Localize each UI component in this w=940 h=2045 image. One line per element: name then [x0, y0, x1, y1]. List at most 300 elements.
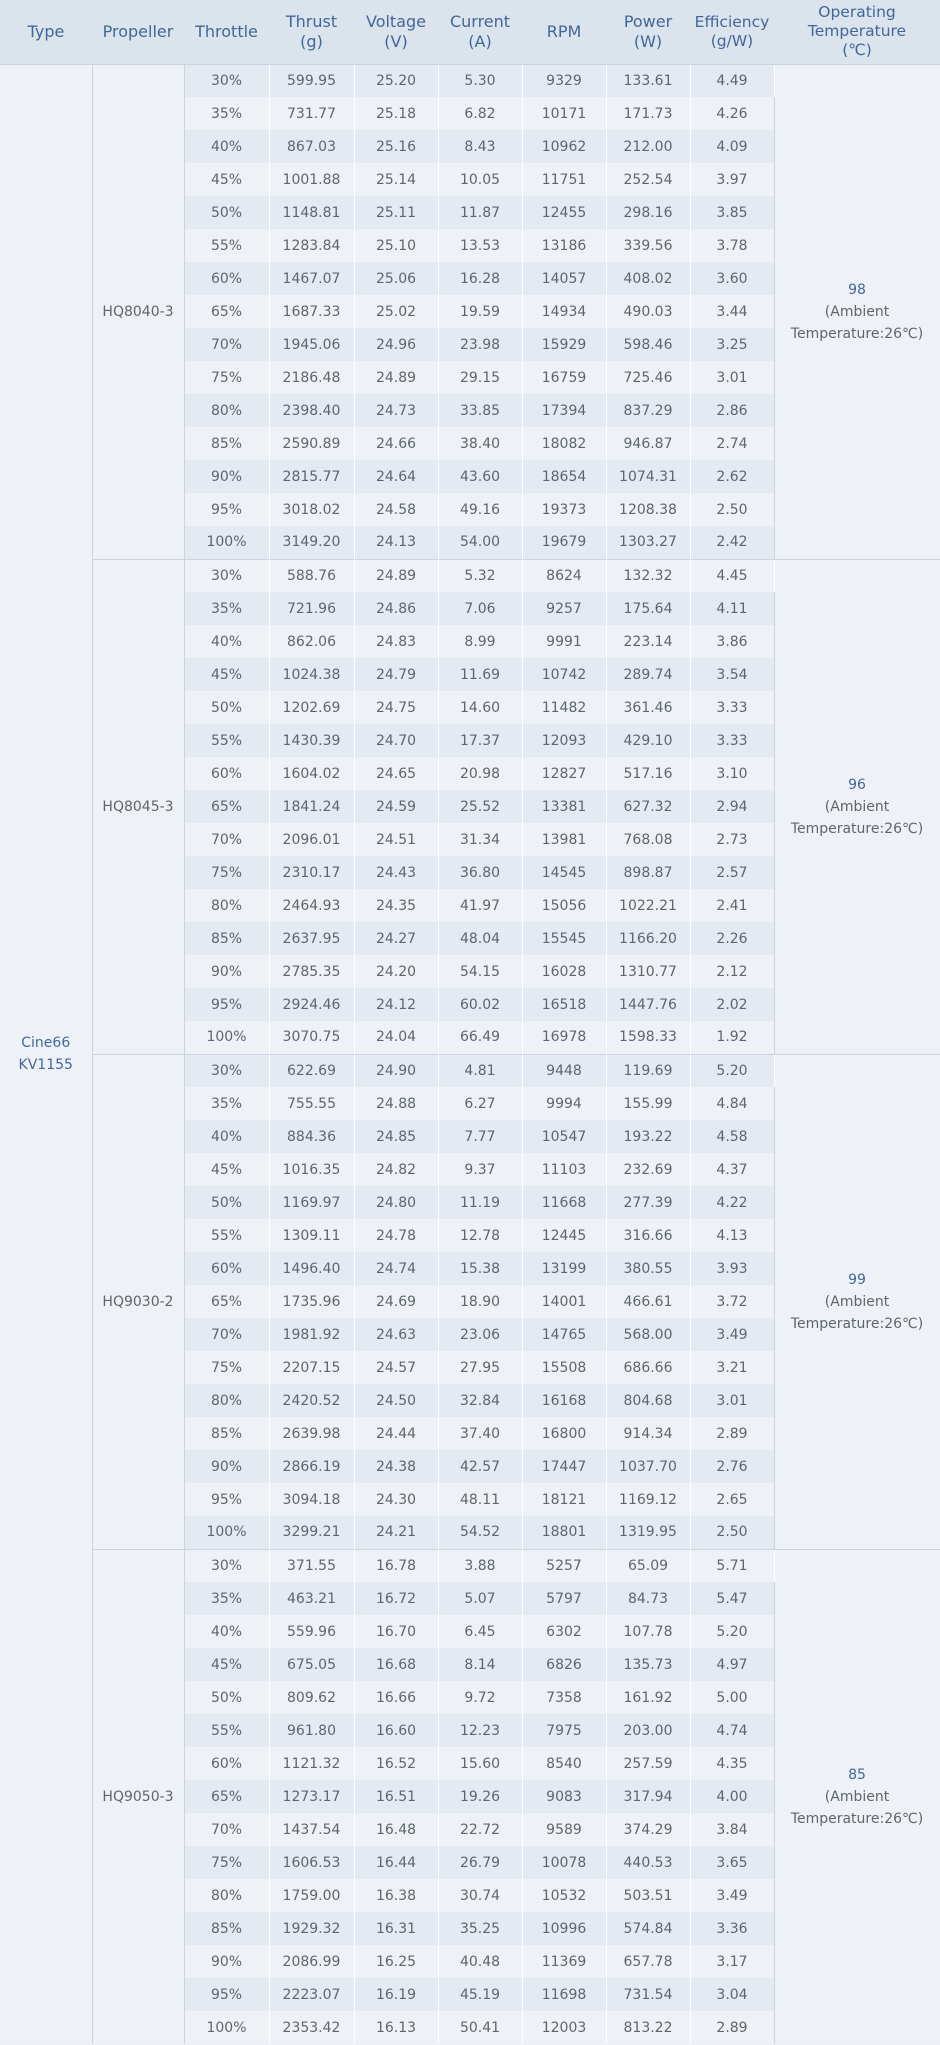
voltage-cell: 25.20 [354, 64, 438, 97]
thrust-cell: 3299.21 [269, 1516, 354, 1549]
rpm-cell: 9329 [522, 64, 606, 97]
thrust-cell: 1687.33 [269, 295, 354, 328]
table-row [0, 1054, 940, 1087]
efficiency-cell: 5.71 [690, 1549, 774, 1582]
voltage-cell: 24.38 [354, 1450, 438, 1483]
throttle-cell: 70% [184, 1318, 269, 1351]
current-cell: 19.26 [438, 1780, 522, 1813]
voltage-cell: 24.89 [354, 361, 438, 394]
voltage-cell: 24.44 [354, 1417, 438, 1450]
power-cell: 135.73 [606, 1648, 690, 1681]
rpm-cell: 11751 [522, 163, 606, 196]
thrust-cell: 2223.07 [269, 1978, 354, 2011]
throttle-cell: 85% [184, 922, 269, 955]
rpm-cell: 17447 [522, 1450, 606, 1483]
header-current: Current (A) [438, 0, 522, 64]
current-cell: 54.00 [438, 526, 522, 559]
thrust-cell: 463.21 [269, 1582, 354, 1615]
thrust-cell: 1273.17 [269, 1780, 354, 1813]
power-cell: 65.09 [606, 1549, 690, 1582]
efficiency-cell: 2.94 [690, 790, 774, 823]
voltage-cell: 25.11 [354, 196, 438, 229]
efficiency-cell: 4.22 [690, 1186, 774, 1219]
power-cell: 627.32 [606, 790, 690, 823]
voltage-cell: 24.59 [354, 790, 438, 823]
thrust-cell: 1121.32 [269, 1747, 354, 1780]
throttle-cell: 55% [184, 724, 269, 757]
throttle-cell: 90% [184, 1450, 269, 1483]
thrust-cell: 1309.11 [269, 1219, 354, 1252]
throttle-cell: 45% [184, 1648, 269, 1681]
rpm-cell: 8540 [522, 1747, 606, 1780]
voltage-cell: 24.88 [354, 1087, 438, 1120]
efficiency-cell: 4.84 [690, 1087, 774, 1120]
thrust-cell: 1496.40 [269, 1252, 354, 1285]
power-cell: 298.16 [606, 196, 690, 229]
voltage-cell: 24.04 [354, 1021, 438, 1054]
power-cell: 490.03 [606, 295, 690, 328]
current-cell: 16.28 [438, 262, 522, 295]
throttle-cell: 35% [184, 97, 269, 130]
current-cell: 22.72 [438, 1813, 522, 1846]
power-cell: 1022.21 [606, 889, 690, 922]
current-cell: 5.07 [438, 1582, 522, 1615]
throttle-cell: 65% [184, 295, 269, 328]
efficiency-cell: 4.58 [690, 1120, 774, 1153]
header-power: Power (W) [606, 0, 690, 64]
voltage-cell: 16.44 [354, 1846, 438, 1879]
voltage-cell: 24.90 [354, 1054, 438, 1087]
thrust-cell: 809.62 [269, 1681, 354, 1714]
thrust-cell: 961.80 [269, 1714, 354, 1747]
power-cell: 232.69 [606, 1153, 690, 1186]
rpm-cell: 16759 [522, 361, 606, 394]
power-cell: 914.34 [606, 1417, 690, 1450]
table-row [0, 1549, 940, 1582]
thrust-cell: 2207.15 [269, 1351, 354, 1384]
efficiency-cell: 4.00 [690, 1780, 774, 1813]
thrust-cell: 1929.32 [269, 1912, 354, 1945]
current-cell: 9.72 [438, 1681, 522, 1714]
voltage-cell: 24.85 [354, 1120, 438, 1153]
voltage-cell: 24.57 [354, 1351, 438, 1384]
power-cell: 361.46 [606, 691, 690, 724]
power-cell: 408.02 [606, 262, 690, 295]
rpm-cell: 10532 [522, 1879, 606, 1912]
thrust-cell: 2785.35 [269, 955, 354, 988]
current-cell: 6.45 [438, 1615, 522, 1648]
power-cell: 429.10 [606, 724, 690, 757]
table-body [0, 64, 940, 2044]
rpm-cell: 14057 [522, 262, 606, 295]
power-cell: 175.64 [606, 592, 690, 625]
current-cell: 10.05 [438, 163, 522, 196]
power-cell: 1208.38 [606, 493, 690, 526]
rpm-cell: 12455 [522, 196, 606, 229]
throttle-cell: 80% [184, 1879, 269, 1912]
throttle-cell: 90% [184, 955, 269, 988]
voltage-cell: 16.38 [354, 1879, 438, 1912]
rpm-cell: 11698 [522, 1978, 606, 2011]
voltage-cell: 24.70 [354, 724, 438, 757]
efficiency-cell: 2.76 [690, 1450, 774, 1483]
voltage-cell: 24.63 [354, 1318, 438, 1351]
thrust-cell: 559.96 [269, 1615, 354, 1648]
throttle-cell: 100% [184, 1516, 269, 1549]
power-cell: 277.39 [606, 1186, 690, 1219]
current-cell: 8.43 [438, 130, 522, 163]
efficiency-cell: 3.01 [690, 361, 774, 394]
throttle-cell: 35% [184, 592, 269, 625]
current-cell: 35.25 [438, 1912, 522, 1945]
thrust-cell: 1981.92 [269, 1318, 354, 1351]
voltage-cell: 16.52 [354, 1747, 438, 1780]
power-cell: 212.00 [606, 130, 690, 163]
header-efficiency: Efficiency (g/W) [690, 0, 774, 64]
efficiency-cell: 5.00 [690, 1681, 774, 1714]
efficiency-cell: 2.73 [690, 823, 774, 856]
current-cell: 29.15 [438, 361, 522, 394]
thrust-cell: 3094.18 [269, 1483, 354, 1516]
current-cell: 12.78 [438, 1219, 522, 1252]
current-cell: 27.95 [438, 1351, 522, 1384]
efficiency-cell: 3.84 [690, 1813, 774, 1846]
rpm-cell: 14934 [522, 295, 606, 328]
rpm-cell: 14765 [522, 1318, 606, 1351]
voltage-cell: 24.78 [354, 1219, 438, 1252]
voltage-cell: 16.13 [354, 2011, 438, 2044]
voltage-cell: 24.75 [354, 691, 438, 724]
power-cell: 1598.33 [606, 1021, 690, 1054]
current-cell: 66.49 [438, 1021, 522, 1054]
temperature-cell [774, 1549, 940, 2044]
voltage-cell: 16.72 [354, 1582, 438, 1615]
thrust-cell: 2420.52 [269, 1384, 354, 1417]
rpm-cell: 10547 [522, 1120, 606, 1153]
rpm-cell: 11482 [522, 691, 606, 724]
thrust-cell: 884.36 [269, 1120, 354, 1153]
power-cell: 731.54 [606, 1978, 690, 2011]
efficiency-cell: 3.36 [690, 1912, 774, 1945]
current-cell: 26.79 [438, 1846, 522, 1879]
throttle-cell: 40% [184, 1120, 269, 1153]
efficiency-cell: 3.60 [690, 262, 774, 295]
throttle-cell: 55% [184, 1219, 269, 1252]
rpm-cell: 7358 [522, 1681, 606, 1714]
power-cell: 119.69 [606, 1054, 690, 1087]
efficiency-cell: 4.35 [690, 1747, 774, 1780]
thrust-cell: 2866.19 [269, 1450, 354, 1483]
rpm-cell: 19679 [522, 526, 606, 559]
current-cell: 25.52 [438, 790, 522, 823]
current-cell: 11.19 [438, 1186, 522, 1219]
current-cell: 20.98 [438, 757, 522, 790]
throttle-cell: 30% [184, 1549, 269, 1582]
power-cell: 946.87 [606, 427, 690, 460]
current-cell: 48.04 [438, 922, 522, 955]
current-cell: 60.02 [438, 988, 522, 1021]
current-cell: 50.41 [438, 2011, 522, 2044]
rpm-cell: 18801 [522, 1516, 606, 1549]
efficiency-cell: 3.49 [690, 1318, 774, 1351]
ambient-temperature-note: (Ambient Temperature:26℃) [790, 1293, 924, 1332]
rpm-cell: 11103 [522, 1153, 606, 1186]
efficiency-cell: 2.74 [690, 427, 774, 460]
voltage-cell: 24.30 [354, 1483, 438, 1516]
rpm-cell: 18082 [522, 427, 606, 460]
current-cell: 6.27 [438, 1087, 522, 1120]
efficiency-cell: 2.02 [690, 988, 774, 1021]
power-cell: 155.99 [606, 1087, 690, 1120]
efficiency-cell: 2.50 [690, 1516, 774, 1549]
voltage-cell: 25.16 [354, 130, 438, 163]
efficiency-cell: 3.93 [690, 1252, 774, 1285]
thrust-cell: 2096.01 [269, 823, 354, 856]
efficiency-cell: 3.44 [690, 295, 774, 328]
thrust-cell: 2924.46 [269, 988, 354, 1021]
power-cell: 657.78 [606, 1945, 690, 1978]
thrust-cell: 3149.20 [269, 526, 354, 559]
temperature-value: 96 [848, 776, 866, 793]
thrust-cell: 755.55 [269, 1087, 354, 1120]
power-cell: 193.22 [606, 1120, 690, 1153]
voltage-cell: 24.69 [354, 1285, 438, 1318]
thrust-cell: 675.05 [269, 1648, 354, 1681]
throttle-cell: 65% [184, 790, 269, 823]
rpm-cell: 5257 [522, 1549, 606, 1582]
power-cell: 289.74 [606, 658, 690, 691]
voltage-cell: 24.20 [354, 955, 438, 988]
power-cell: 568.00 [606, 1318, 690, 1351]
voltage-cell: 16.51 [354, 1780, 438, 1813]
header-voltage: Voltage (V) [354, 0, 438, 64]
power-cell: 768.08 [606, 823, 690, 856]
temperature-cell [774, 64, 940, 559]
efficiency-cell: 1.92 [690, 1021, 774, 1054]
thrust-cell: 1148.81 [269, 196, 354, 229]
thrust-cell: 2637.95 [269, 922, 354, 955]
efficiency-cell: 3.85 [690, 196, 774, 229]
efficiency-cell: 4.09 [690, 130, 774, 163]
rpm-cell: 8624 [522, 559, 606, 592]
current-cell: 23.98 [438, 328, 522, 361]
thrust-cell: 2310.17 [269, 856, 354, 889]
rpm-cell: 13381 [522, 790, 606, 823]
voltage-cell: 25.02 [354, 295, 438, 328]
throttle-cell: 90% [184, 1945, 269, 1978]
voltage-cell: 24.73 [354, 394, 438, 427]
voltage-cell: 24.50 [354, 1384, 438, 1417]
voltage-cell: 24.12 [354, 988, 438, 1021]
current-cell: 31.34 [438, 823, 522, 856]
efficiency-cell: 2.65 [690, 1483, 774, 1516]
rpm-cell: 10171 [522, 97, 606, 130]
voltage-cell: 24.89 [354, 559, 438, 592]
power-cell: 1037.70 [606, 1450, 690, 1483]
voltage-cell: 24.13 [354, 526, 438, 559]
voltage-cell: 16.31 [354, 1912, 438, 1945]
rpm-cell: 18654 [522, 460, 606, 493]
rpm-cell: 11369 [522, 1945, 606, 1978]
efficiency-cell: 2.86 [690, 394, 774, 427]
current-cell: 43.60 [438, 460, 522, 493]
efficiency-cell: 2.26 [690, 922, 774, 955]
efficiency-cell: 4.49 [690, 64, 774, 97]
efficiency-cell: 3.78 [690, 229, 774, 262]
voltage-cell: 25.06 [354, 262, 438, 295]
power-cell: 574.84 [606, 1912, 690, 1945]
current-cell: 13.53 [438, 229, 522, 262]
rpm-cell: 14001 [522, 1285, 606, 1318]
rpm-cell: 13981 [522, 823, 606, 856]
efficiency-cell: 2.50 [690, 493, 774, 526]
thrust-cell: 588.76 [269, 559, 354, 592]
thrust-cell: 1467.07 [269, 262, 354, 295]
current-cell: 19.59 [438, 295, 522, 328]
power-cell: 161.92 [606, 1681, 690, 1714]
rpm-cell: 7975 [522, 1714, 606, 1747]
thrust-cell: 2639.98 [269, 1417, 354, 1450]
throttle-cell: 65% [184, 1780, 269, 1813]
throttle-cell: 40% [184, 1615, 269, 1648]
power-cell: 686.66 [606, 1351, 690, 1384]
power-cell: 1169.12 [606, 1483, 690, 1516]
power-cell: 257.59 [606, 1747, 690, 1780]
throttle-cell: 60% [184, 262, 269, 295]
rpm-cell: 18121 [522, 1483, 606, 1516]
rpm-cell: 12445 [522, 1219, 606, 1252]
thrust-cell: 371.55 [269, 1549, 354, 1582]
throttle-cell: 70% [184, 823, 269, 856]
efficiency-cell: 3.54 [690, 658, 774, 691]
voltage-cell: 16.48 [354, 1813, 438, 1846]
rpm-cell: 10996 [522, 1912, 606, 1945]
power-cell: 132.32 [606, 559, 690, 592]
rpm-cell: 16800 [522, 1417, 606, 1450]
voltage-cell: 25.18 [354, 97, 438, 130]
throttle-cell: 45% [184, 163, 269, 196]
voltage-cell: 24.35 [354, 889, 438, 922]
rpm-cell: 16168 [522, 1384, 606, 1417]
power-cell: 813.22 [606, 2011, 690, 2044]
table-row [0, 64, 940, 97]
rpm-cell: 9994 [522, 1087, 606, 1120]
efficiency-cell: 4.74 [690, 1714, 774, 1747]
rpm-cell: 17394 [522, 394, 606, 427]
throttle-cell: 85% [184, 1912, 269, 1945]
propeller-cell: HQ8040-3 [92, 64, 184, 559]
power-cell: 837.29 [606, 394, 690, 427]
power-cell: 517.16 [606, 757, 690, 790]
efficiency-cell: 2.62 [690, 460, 774, 493]
current-cell: 41.97 [438, 889, 522, 922]
header-type: Type [0, 0, 92, 64]
efficiency-cell: 3.10 [690, 757, 774, 790]
thrust-cell: 1024.38 [269, 658, 354, 691]
rpm-cell: 9589 [522, 1813, 606, 1846]
current-cell: 4.81 [438, 1054, 522, 1087]
efficiency-cell: 4.11 [690, 592, 774, 625]
current-cell: 48.11 [438, 1483, 522, 1516]
thrust-cell: 2590.89 [269, 427, 354, 460]
voltage-cell: 24.51 [354, 823, 438, 856]
thrust-cell: 1283.84 [269, 229, 354, 262]
throttle-cell: 70% [184, 328, 269, 361]
efficiency-cell: 3.01 [690, 1384, 774, 1417]
throttle-cell: 75% [184, 361, 269, 394]
throttle-cell: 80% [184, 394, 269, 427]
throttle-cell: 35% [184, 1087, 269, 1120]
current-cell: 42.57 [438, 1450, 522, 1483]
rpm-cell: 15508 [522, 1351, 606, 1384]
power-cell: 339.56 [606, 229, 690, 262]
voltage-cell: 24.74 [354, 1252, 438, 1285]
voltage-cell: 16.70 [354, 1615, 438, 1648]
temperature-cell [774, 1054, 940, 1549]
power-cell: 203.00 [606, 1714, 690, 1747]
current-cell: 40.48 [438, 1945, 522, 1978]
current-cell: 15.38 [438, 1252, 522, 1285]
rpm-cell: 9991 [522, 625, 606, 658]
current-cell: 18.90 [438, 1285, 522, 1318]
throttle-cell: 95% [184, 1978, 269, 2011]
header-rpm: RPM [522, 0, 606, 64]
throttle-cell: 55% [184, 1714, 269, 1747]
efficiency-cell: 4.45 [690, 559, 774, 592]
thrust-cell: 2398.40 [269, 394, 354, 427]
power-cell: 725.46 [606, 361, 690, 394]
voltage-cell: 16.19 [354, 1978, 438, 2011]
thrust-cell: 1735.96 [269, 1285, 354, 1318]
efficiency-cell: 5.20 [690, 1615, 774, 1648]
throttle-cell: 50% [184, 1681, 269, 1714]
power-cell: 1303.27 [606, 526, 690, 559]
rpm-cell: 12003 [522, 2011, 606, 2044]
temperature-value: 85 [848, 1766, 866, 1783]
thrust-cell: 1169.97 [269, 1186, 354, 1219]
current-cell: 8.99 [438, 625, 522, 658]
thrust-cell: 2353.42 [269, 2011, 354, 2044]
voltage-cell: 24.96 [354, 328, 438, 361]
rpm-cell: 13186 [522, 229, 606, 262]
thrust-cell: 1604.02 [269, 757, 354, 790]
throttle-cell: 75% [184, 1846, 269, 1879]
table-header [0, 0, 940, 64]
thrust-cell: 862.06 [269, 625, 354, 658]
efficiency-cell: 5.47 [690, 1582, 774, 1615]
thrust-cell: 731.77 [269, 97, 354, 130]
voltage-cell: 24.86 [354, 592, 438, 625]
efficiency-cell: 3.97 [690, 163, 774, 196]
power-cell: 223.14 [606, 625, 690, 658]
rpm-cell: 16978 [522, 1021, 606, 1054]
throttle-cell: 70% [184, 1813, 269, 1846]
efficiency-cell: 3.86 [690, 625, 774, 658]
efficiency-cell: 2.12 [690, 955, 774, 988]
thrust-cell: 2086.99 [269, 1945, 354, 1978]
rpm-cell: 10742 [522, 658, 606, 691]
efficiency-cell: 3.49 [690, 1879, 774, 1912]
current-cell: 7.77 [438, 1120, 522, 1153]
throttle-cell: 35% [184, 1582, 269, 1615]
throttle-cell: 40% [184, 625, 269, 658]
thrust-cell: 1759.00 [269, 1879, 354, 1912]
thrust-cell: 2464.93 [269, 889, 354, 922]
power-cell: 171.73 [606, 97, 690, 130]
throttle-cell: 60% [184, 757, 269, 790]
ambient-temperature-note: (Ambient Temperature:26℃) [790, 798, 924, 837]
power-cell: 374.29 [606, 1813, 690, 1846]
